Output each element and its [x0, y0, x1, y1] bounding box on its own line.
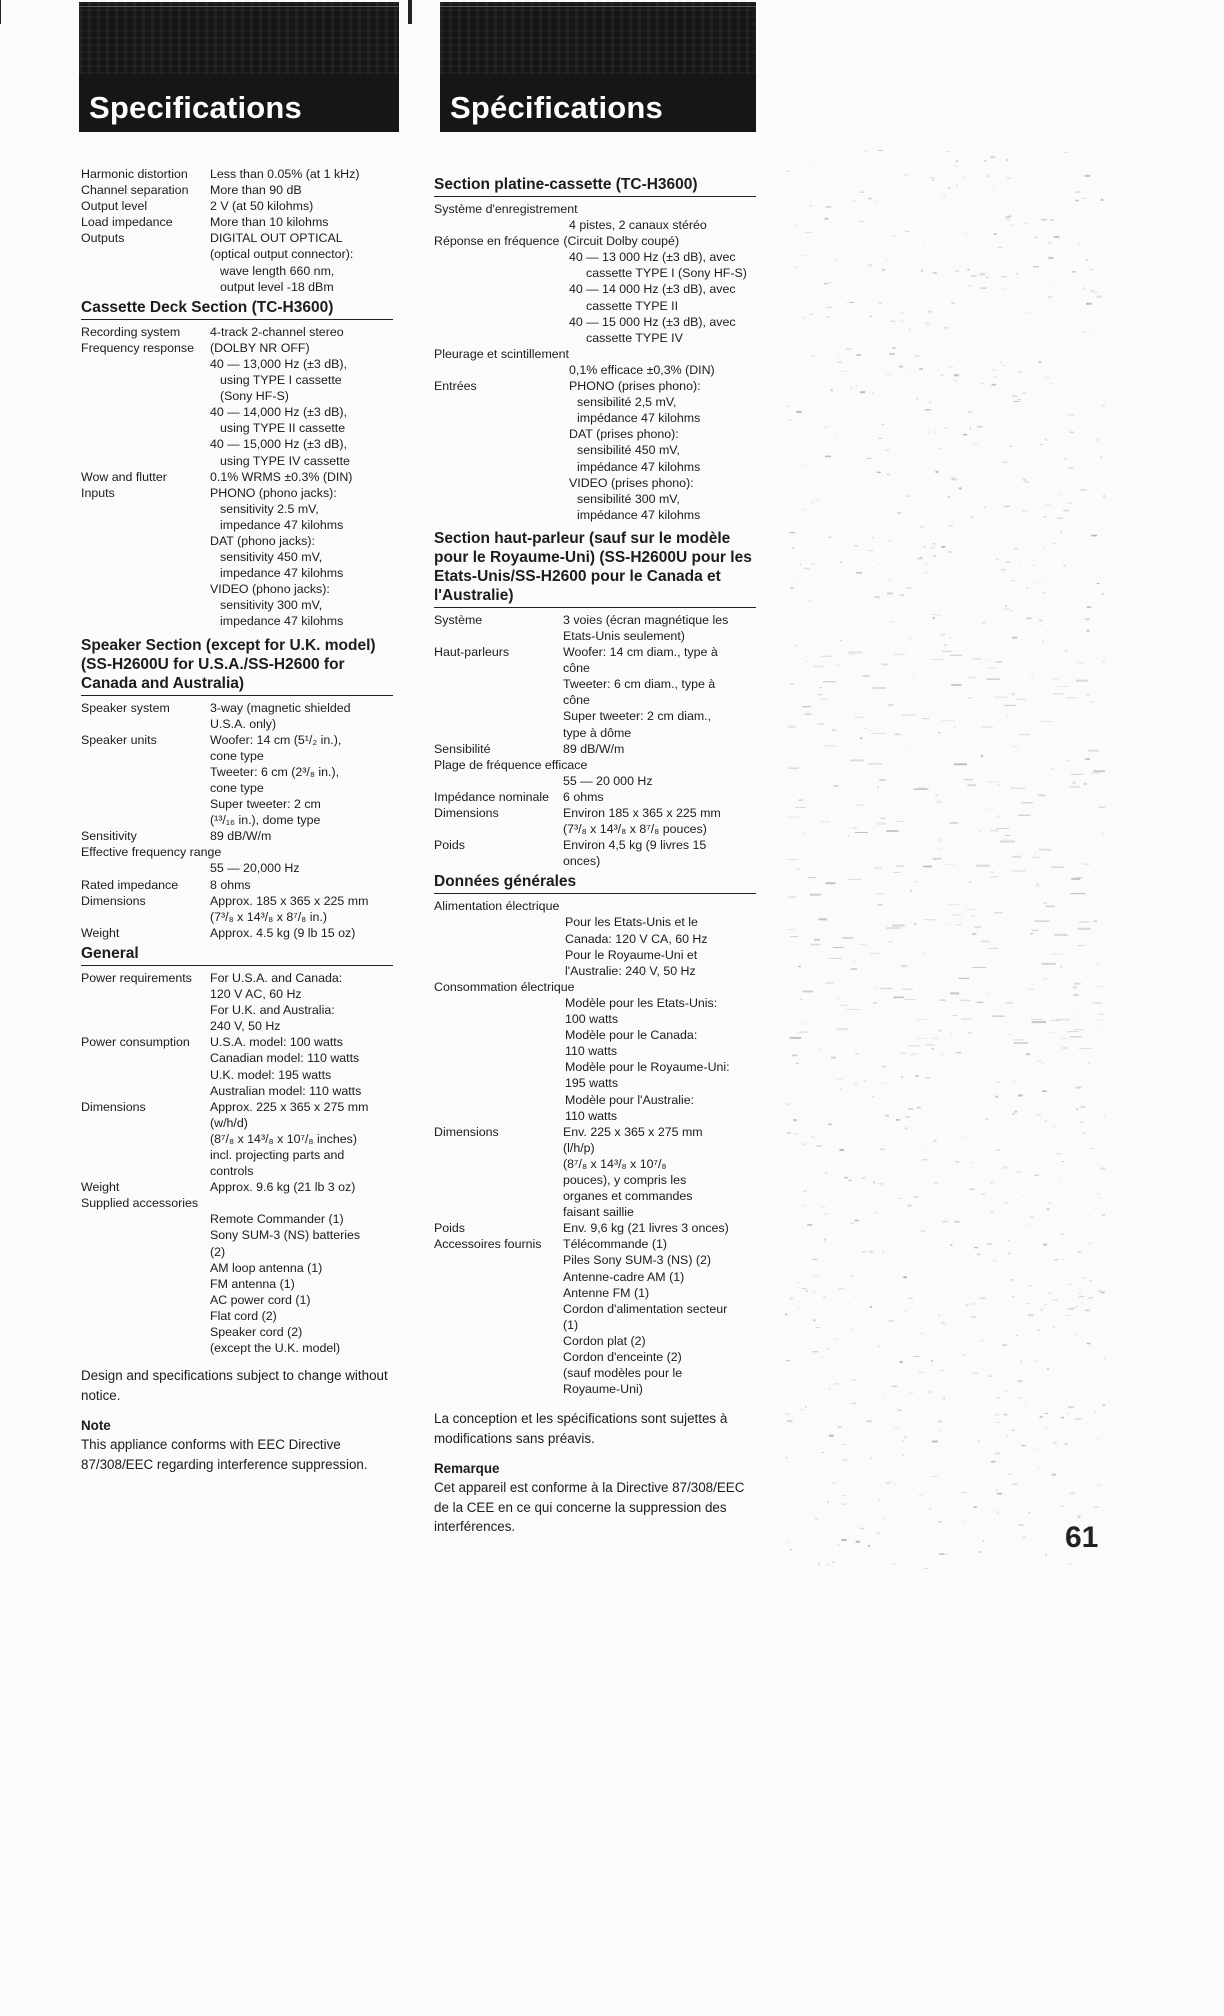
spec-value-cont: (l/h/p): [563, 1140, 595, 1155]
spec-value-cont: sensitivity 2.5 mV,: [220, 501, 319, 516]
spec-value-cont: faisant saillie: [563, 1205, 634, 1220]
spec-value-cont: (2): [210, 1244, 226, 1259]
spec-row: [81, 1179, 393, 1195]
spec-value-cont: 40 — 13,000 Hz (±3 dB),: [210, 356, 347, 371]
spec-row: [434, 805, 756, 821]
spec-row: [434, 612, 756, 628]
spec-row: [81, 700, 393, 716]
spec-value-cont: sensibilité 450 mV,: [577, 443, 680, 458]
spec-value: More than 10 kilohms: [210, 215, 329, 230]
banner-french: [440, 2, 756, 132]
spec-label: Réponse en fréquence: [434, 234, 560, 249]
spec-value: U.S.A. model: 100 watts: [210, 1035, 343, 1050]
spec-value-cont: impédance 47 kilohms: [577, 411, 701, 426]
spec-value-cont: sensibilité 2,5 mV,: [577, 395, 677, 410]
spec-value-cont: sensibilité 300 mV,: [577, 491, 680, 506]
spec-value: 0.1% WRMS ±0.3% (DIN): [210, 469, 353, 484]
spec-label: Pleurage et scintillement: [434, 346, 569, 361]
spec-value-cont: (¹³/₁₆ in.), dome type: [210, 813, 321, 828]
spec-value: Less than 0.05% (at 1 kHz): [210, 167, 360, 181]
inputs-lines: [81, 501, 393, 630]
spec-label: Frequency response: [81, 340, 194, 355]
spec-value-cont: onces): [563, 854, 601, 869]
outputs-continuation: [81, 246, 393, 294]
spec-row: [81, 214, 393, 230]
spec-value-cont: (Sony HF-S): [220, 389, 289, 404]
spec-value-cont: cône: [563, 693, 590, 708]
spec-value-cont: Canada: 120 V CA, 60 Hz: [565, 931, 708, 946]
spec-value-cont: impedance 47 kilohms: [220, 517, 344, 532]
spec-value-cont: wave length 660 nm,: [220, 263, 335, 278]
spec-row: [434, 789, 756, 805]
spec-value-cont: 40 — 14,000 Hz (±3 dB),: [210, 405, 347, 420]
spec-value-cont: (7³/₈ x 14³/₈ x 8⁷/₈ pouces): [563, 822, 707, 837]
banner-rule: [440, 6, 756, 7]
banner-english: [79, 2, 399, 132]
spec-row: [81, 198, 393, 214]
spec-value-cont: Piles Sony SUM-3 (NS) (2): [563, 1253, 712, 1268]
spec-row: [81, 230, 393, 246]
spec-value-cont: Modèle pour le Royaume-Uni:: [565, 1060, 730, 1075]
spec-value-cont: Tweeter: 6 cm diam., type à: [563, 677, 716, 692]
spec-row: [434, 1236, 756, 1252]
spec-value-cont: Super tweeter: 2 cm diam.,: [563, 709, 712, 724]
spec-value: Approx. 9.6 kg (21 lb 3 oz): [210, 1180, 356, 1195]
spec-value-cont: AC power cord (1): [210, 1292, 311, 1307]
speaker-section-heading: Speaker Section (except for U.K. model) (SS-H2600U for U.S.A./SS-H2600 for Canada and Australia): [81, 636, 393, 696]
spec-value-cont: AM loop antenna (1): [210, 1260, 323, 1275]
spec-row: [81, 324, 393, 340]
spec-value-cont: Pour les Etats-Unis et le: [565, 915, 698, 930]
consumption-lines: [81, 1050, 393, 1098]
spec-value-cont: Antenne-cadre AM (1): [563, 1269, 685, 1284]
spec-row: [81, 469, 393, 485]
spec-row: [434, 837, 756, 853]
spec-label: Accessoires fournis: [434, 1237, 542, 1252]
spec-value-cont: Flat cord (2): [210, 1308, 277, 1323]
spec-value-cont: (optical output connector):: [210, 247, 354, 262]
spec-value-cont: For U.K. and Australia:: [210, 1003, 335, 1018]
spec-value-cont: cone type: [210, 748, 264, 763]
spec-label: Power consumption: [81, 1035, 190, 1050]
spec-row: [81, 485, 393, 501]
spec-label: Système: [434, 612, 483, 627]
dimension-lines: [81, 1115, 393, 1179]
spec-label: Channel separation: [81, 183, 189, 198]
spec-value-cont: VIDEO (phono jacks):: [210, 582, 330, 597]
spec-value-cont: cassette TYPE II: [586, 298, 679, 313]
output-spec-list: [81, 166, 393, 246]
cassette-section-heading: Cassette Deck Section (TC-H3600): [81, 298, 393, 320]
page-fold-mark: [408, 0, 412, 24]
spec-value: 4-track 2-channel stereo: [210, 324, 344, 339]
spec-value-cont: 40 — 14 000 Hz (±3 dB), avec: [569, 282, 736, 297]
spec-value: 8 ohms: [210, 877, 251, 892]
general-section-heading: General: [81, 944, 393, 966]
spec-value: 3 voies (écran magnétique les: [563, 612, 729, 627]
spec-value-cont: sensitivity 300 mV,: [220, 598, 323, 613]
spec-value-cont: Modèle pour l'Australie:: [565, 1092, 695, 1107]
spec-label: Poids: [434, 838, 465, 853]
spec-value-cont: 40 — 15,000 Hz (±3 dB),: [210, 437, 347, 452]
spec-label: Sensitivity: [81, 829, 137, 844]
accessories-lines: [81, 1211, 393, 1356]
spec-value-cont: Sony SUM-3 (NS) batteries: [210, 1228, 361, 1243]
page-title-english: Specifications: [89, 90, 302, 125]
spec-label: Rated impedance: [81, 877, 179, 892]
spec-row: [81, 877, 393, 893]
speaker-units-lines: [81, 748, 393, 828]
spec-value-cont: using TYPE IV cassette: [220, 453, 350, 468]
spec-label: Plage de fréquence efficace: [434, 757, 588, 772]
spec-value-cont: Antenne FM (1): [563, 1285, 650, 1300]
spec-label: Haut-parleurs: [434, 645, 510, 660]
spec-value-cont: 240 V, 50 Hz: [210, 1019, 281, 1034]
spec-value-cont: Cordon plat (2): [563, 1333, 646, 1348]
spec-row: [434, 233, 756, 249]
spec-value-cont: cône: [563, 661, 590, 676]
english-column: [81, 166, 393, 1474]
note-body: This appliance conforms with EEC Directive 87/308/EEC regarding interference suppression.: [81, 1437, 368, 1472]
spec-row: [434, 378, 756, 394]
spec-value-cont: sensitivity 450 mV,: [220, 550, 323, 565]
spec-value-cont: l'Australie: 240 V, 50 Hz: [565, 963, 696, 978]
spec-value: Env. 9,6 kg (21 livres 3 onces): [563, 1221, 729, 1236]
scan-noise-texture: [785, 150, 1105, 1570]
spec-value-cont: cone type: [210, 781, 264, 795]
spec-value-cont: Tweeter: 6 cm (2³/₈ in.),: [210, 764, 340, 779]
spec-value-cont: Cordon d'alimentation secteur: [563, 1301, 728, 1316]
spec-value-cont: 110 watts: [565, 1108, 618, 1123]
spec-label: Weight: [81, 1180, 120, 1195]
spec-value-cont: impédance 47 kilohms: [577, 459, 701, 474]
spec-label: Dimensions: [81, 1099, 146, 1114]
spec-label: Entrées: [434, 379, 477, 394]
spec-value-cont: U.K. model: 195 watts: [210, 1067, 332, 1082]
spec-row: [81, 166, 393, 182]
spec-value-cont: VIDEO (prises phono):: [569, 475, 694, 490]
spec-label: Outputs: [81, 231, 125, 246]
spec-value-cont: Pour le Royaume-Uni et: [565, 947, 698, 962]
note-heading-fr: Remarque: [434, 1461, 500, 1477]
spec-value: PHONO (prises phono):: [569, 379, 701, 394]
spec-value-cont: type à dôme: [563, 725, 632, 740]
spec-row: [81, 828, 393, 844]
spec-value: 2 V (at 50 kilohms): [210, 199, 314, 214]
spec-value-cont: 110 watts: [565, 1044, 618, 1059]
spec-value-cont: cassette TYPE I (Sony HF-S): [586, 266, 747, 281]
spec-value: 3-way (magnetic shielded: [210, 700, 351, 715]
spec-value-cont: DAT (phono jacks):: [210, 533, 315, 548]
spec-value-cont: Super tweeter: 2 cm: [210, 797, 321, 812]
spec-value: 6 ohms: [563, 789, 604, 804]
spec-value: Télécommande (1): [563, 1237, 667, 1252]
spec-value: 89 dB/W/m: [563, 741, 625, 756]
spec-value-cont: pouces), y compris les: [563, 1172, 687, 1187]
spec-label: Speaker system: [81, 700, 170, 715]
power-lines: [81, 986, 393, 1034]
spec-value: More than 90 dB: [210, 183, 302, 198]
spec-value-cont: (except the U.K. model): [210, 1341, 341, 1356]
note-body-fr: Cet appareil est conforme à la Directive 87/308/EEC de la CEE en ce qui concerne la suppression des interférences.: [434, 1480, 745, 1535]
spec-row: [81, 732, 393, 748]
spec-label: Système d'enregistrement: [434, 202, 578, 216]
spec-value-cont: 195 watts: [565, 1076, 619, 1091]
spec-value-cont: (8⁷/₈ x 14³/₈ x 10⁷/₈ inches): [210, 1131, 357, 1146]
spec-value-cont: Cordon d'enceinte (2): [563, 1350, 682, 1364]
alimentation-lines: [434, 914, 756, 978]
spec-value: Woofer: 14 cm (5¹/₂ in.),: [210, 732, 342, 747]
spec-value: 55 — 20,000 Hz: [210, 861, 300, 876]
spec-label: Supplied accessories: [81, 1196, 199, 1211]
spec-value-cont: (w/h/d): [210, 1115, 248, 1130]
spec-label: Alimentation électrique: [434, 899, 560, 914]
spec-value-cont: impedance 47 kilohms: [220, 566, 344, 581]
spec-value: 55 — 20 000 Hz: [563, 773, 653, 788]
spec-value-cont: 40 — 15 000 Hz (±3 dB), avec: [569, 314, 736, 329]
spec-row: [81, 1099, 393, 1115]
page-number: 61: [1065, 1521, 1099, 1554]
spec-value-cont: impedance 47 kilohms: [220, 614, 344, 629]
spec-row: [434, 1124, 756, 1140]
spec-value-cont: organes et commandes: [563, 1189, 693, 1204]
spec-value: Woofer: 14 cm diam., type à: [563, 645, 718, 660]
spec-value: For U.S.A. and Canada:: [210, 970, 343, 985]
frequency-response-lines: [81, 356, 393, 469]
spec-label: Impédance nominale: [434, 789, 550, 804]
spec-value-cont: 100 watts: [565, 1012, 619, 1027]
spec-value-cont: DAT (prises phono):: [569, 427, 679, 442]
banner-rule: [79, 6, 399, 7]
spec-value-cont: cassette TYPE IV: [586, 330, 683, 345]
spec-label: Effective frequency range: [81, 845, 222, 860]
spec-value-cont: 120 V AC, 60 Hz: [210, 987, 302, 1002]
spec-value-cont: Modèle pour le Canada:: [565, 1028, 698, 1043]
spec-value: Environ 185 x 365 x 225 mm: [563, 806, 721, 820]
spec-value-cont: Canadian model: 110 watts: [210, 1051, 360, 1066]
spec-value: (DOLBY NR OFF): [210, 340, 310, 355]
spec-row: [81, 182, 393, 198]
page-edge-mark: [0, 0, 1, 24]
spec-row: [81, 970, 393, 986]
spec-value-cont: controls: [210, 1164, 254, 1179]
spec-value: Environ 4,5 kg (9 livres 15: [563, 838, 707, 853]
spec-value-cont: Etats-Unis seulement): [563, 628, 685, 643]
spec-value-cont: (8⁷/₈ x 14³/₈ x 10⁷/₈: [563, 1156, 667, 1171]
spec-value: (Circuit Dolby coupé): [563, 234, 680, 249]
spec-label: Consommation électrique: [434, 979, 575, 994]
spec-label: Dimensions: [434, 1124, 499, 1139]
spec-row: [434, 644, 756, 660]
spec-value-cont: incl. projecting parts and: [210, 1147, 345, 1162]
spec-label: Wow and flutter: [81, 469, 167, 484]
spec-value-cont: U.S.A. only): [210, 716, 277, 731]
spec-value: DIGITAL OUT OPTICAL: [210, 231, 343, 246]
spec-value: Approx. 4.5 kg (9 lb 15 oz): [210, 925, 356, 940]
spec-value: Approx. 185 x 365 x 225 mm: [210, 893, 369, 908]
spec-value: PHONO (phono jacks):: [210, 485, 337, 500]
design-note-fr: La conception et les spécifications sont sujettes à modifications sans préavis.: [434, 1411, 728, 1447]
page-title-french: Spécifications: [450, 90, 663, 125]
spec-label: Poids: [434, 1221, 465, 1236]
speaker-section-heading-fr: Section haut-parleur (sauf sur le modèle pour le Royaume-Uni) (SS-H2600U pour les Etats-Unis/SS-H2600 pour le Canada et l'Australie): [434, 529, 756, 608]
spec-label: Harmonic distortion: [81, 167, 188, 181]
note-heading: Note: [81, 1418, 111, 1434]
spec-row: [81, 893, 393, 909]
spec-value-cont: Australian model: 110 watts: [210, 1083, 362, 1098]
spec-label: Dimensions: [81, 893, 146, 908]
spec-label: Weight: [81, 925, 120, 940]
spec-value: 0,1% efficace ±0,3% (DIN): [569, 362, 715, 377]
design-note: Design and specifications subject to change without notice.: [81, 1368, 388, 1404]
french-column: [434, 172, 756, 1537]
spec-row: [434, 1220, 756, 1236]
spec-value-cont: Speaker cord (2): [210, 1325, 303, 1339]
spec-value-cont: (1): [563, 1317, 579, 1332]
dimensions-lines-fr: [434, 1140, 756, 1220]
haut-parleurs-lines: [434, 660, 756, 740]
spec-value-cont: output level -18 dBm: [220, 279, 334, 294]
banner-texture: [79, 2, 399, 74]
spec-label: Sensibilité: [434, 741, 491, 756]
spec-label: Speaker units: [81, 732, 157, 747]
consommation-lines: [434, 995, 756, 1124]
spec-label: Recording system: [81, 324, 181, 339]
spec-label: Inputs: [81, 485, 115, 500]
spec-row: [81, 925, 393, 941]
spec-value: Approx. 225 x 365 x 275 mm: [210, 1099, 369, 1114]
spec-value-cont: (sauf modèles pour le: [563, 1366, 683, 1381]
spec-value: Env. 225 x 365 x 275 mm: [563, 1124, 703, 1139]
banner-texture: [440, 2, 756, 74]
spec-value-cont: Royaume-Uni): [563, 1382, 643, 1397]
general-section-heading-fr: Données générales: [434, 872, 756, 894]
spec-value-cont: using TYPE II cassette: [220, 421, 346, 436]
spec-label: Power requirements: [81, 970, 192, 985]
spec-value-cont: Modèle pour les Etats-Unis:: [565, 995, 718, 1010]
spec-value-cont: Remote Commander (1): [210, 1212, 344, 1227]
reponse-lines: [434, 249, 756, 346]
spec-value-cont: impédance 47 kilohms: [577, 507, 701, 522]
cassette-section-heading-fr: Section platine-cassette (TC-H3600): [434, 175, 756, 197]
spec-label: Dimensions: [434, 806, 499, 820]
accessoires-lines: [434, 1252, 756, 1397]
spec-value-cont: (7³/₈ x 14³/₈ x 8⁷/₈ in.): [210, 909, 327, 924]
spec-label: Load impedance: [81, 215, 173, 230]
spec-value-cont: 40 — 13 000 Hz (±3 dB), avec: [569, 250, 736, 265]
entrees-lines: [434, 394, 756, 523]
spec-row: [81, 340, 393, 356]
spec-value-cont: using TYPE I cassette: [220, 373, 342, 388]
spec-value: 89 dB/W/m: [210, 829, 272, 844]
spec-value: 4 pistes, 2 canaux stéréo: [569, 218, 707, 233]
spec-label: Output level: [81, 199, 148, 214]
spec-row: [434, 741, 756, 757]
spec-row: [81, 1034, 393, 1050]
spec-value-cont: FM antenna (1): [210, 1276, 295, 1291]
